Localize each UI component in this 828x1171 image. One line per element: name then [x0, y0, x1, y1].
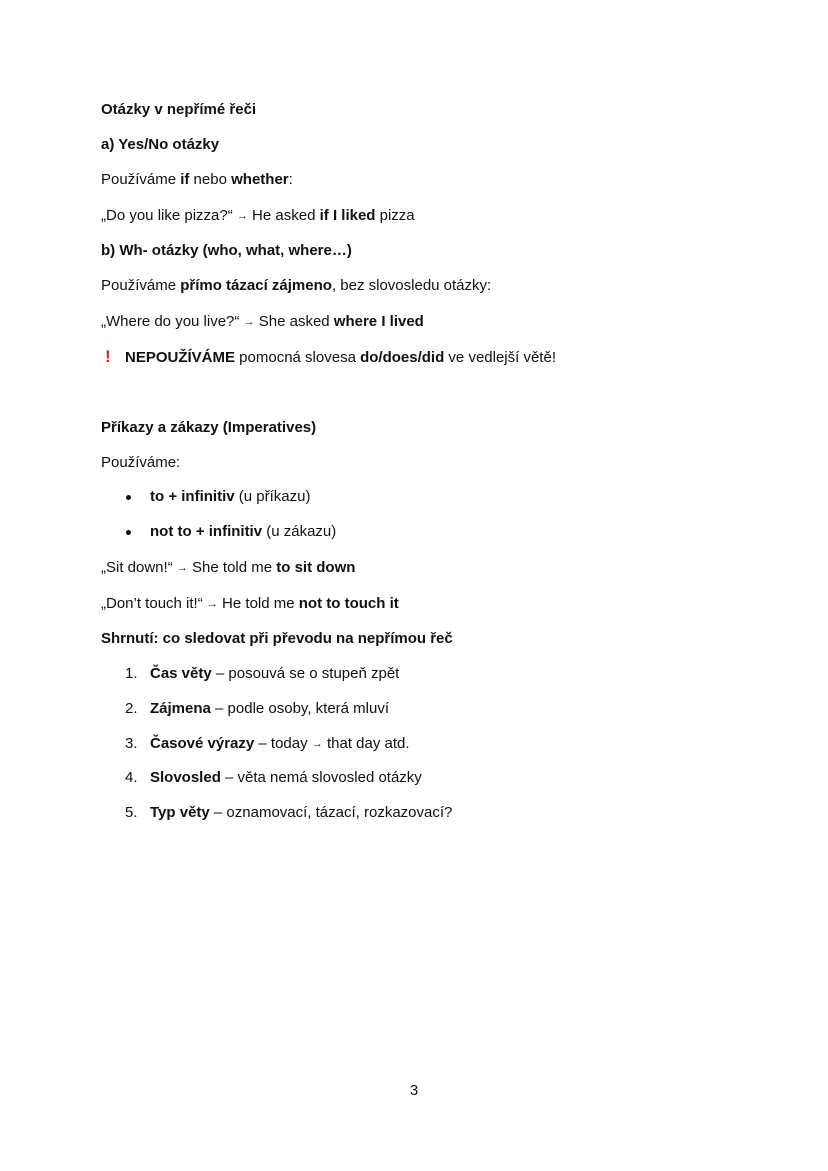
arrow-icon: →: [236, 210, 248, 222]
section-title-imperatives: Příkazy a zákazy (Imperatives): [101, 419, 317, 436]
usage-yes-no: Používáme if nebo whether:: [101, 171, 293, 188]
arrow-icon: →: [311, 738, 323, 750]
warning-note: ! NEPOUŽÍVÁME pomocná slovesa do/does/did ve vedlejší větě!: [105, 347, 556, 366]
list-item: 2. Zájmena – podle osoby, která mluví: [125, 700, 390, 717]
summary-title: Shrnutí: co sledovat při převodu na nepřímou řeč: [101, 630, 453, 647]
list-item: to + infinitiv (u příkazu): [150, 487, 310, 507]
example-prohibition: „Don’t touch it!“ → He told me not to touch it: [101, 595, 399, 612]
list-item: not to + infinitiv (u zákazu): [150, 522, 336, 542]
example-wh: „Where do you live?“ → She asked where I lived: [101, 313, 424, 330]
list-item: 1. Čas věty – posouvá se o stupeň zpět: [125, 665, 400, 682]
bullet-icon: [126, 530, 131, 535]
example-imperative: „Sit down!“ → She told me to sit down: [101, 559, 356, 576]
section-title-indirect-questions: Otázky v nepřímé řeči: [101, 101, 257, 118]
usage-wh: Používáme přímo tázací zájmeno, bez slovosledu otázky:: [101, 277, 492, 294]
arrow-icon: →: [206, 598, 218, 610]
exclamation-icon: !: [105, 347, 111, 366]
subheading-wh: b) Wh- otázky (who, what, where…): [101, 242, 352, 259]
list-item: 3. Časové výrazy – today → that day atd.: [125, 735, 410, 752]
arrow-icon: →: [176, 562, 188, 574]
subheading-yes-no: a) Yes/No otázky: [101, 136, 220, 153]
page-number: 3: [409, 1082, 419, 1099]
list-item: 5. Typ věty – oznamovací, tázací, rozkazovací?: [125, 804, 453, 821]
arrow-icon: →: [243, 316, 255, 328]
usage-imperatives: Používáme:: [101, 454, 181, 471]
example-yes-no: „Do you like pizza?“ → He asked if I liked pizza: [101, 207, 415, 224]
bullet-icon: [126, 495, 131, 500]
list-item: 4. Slovosled – věta nemá slovosled otázky: [125, 769, 422, 786]
